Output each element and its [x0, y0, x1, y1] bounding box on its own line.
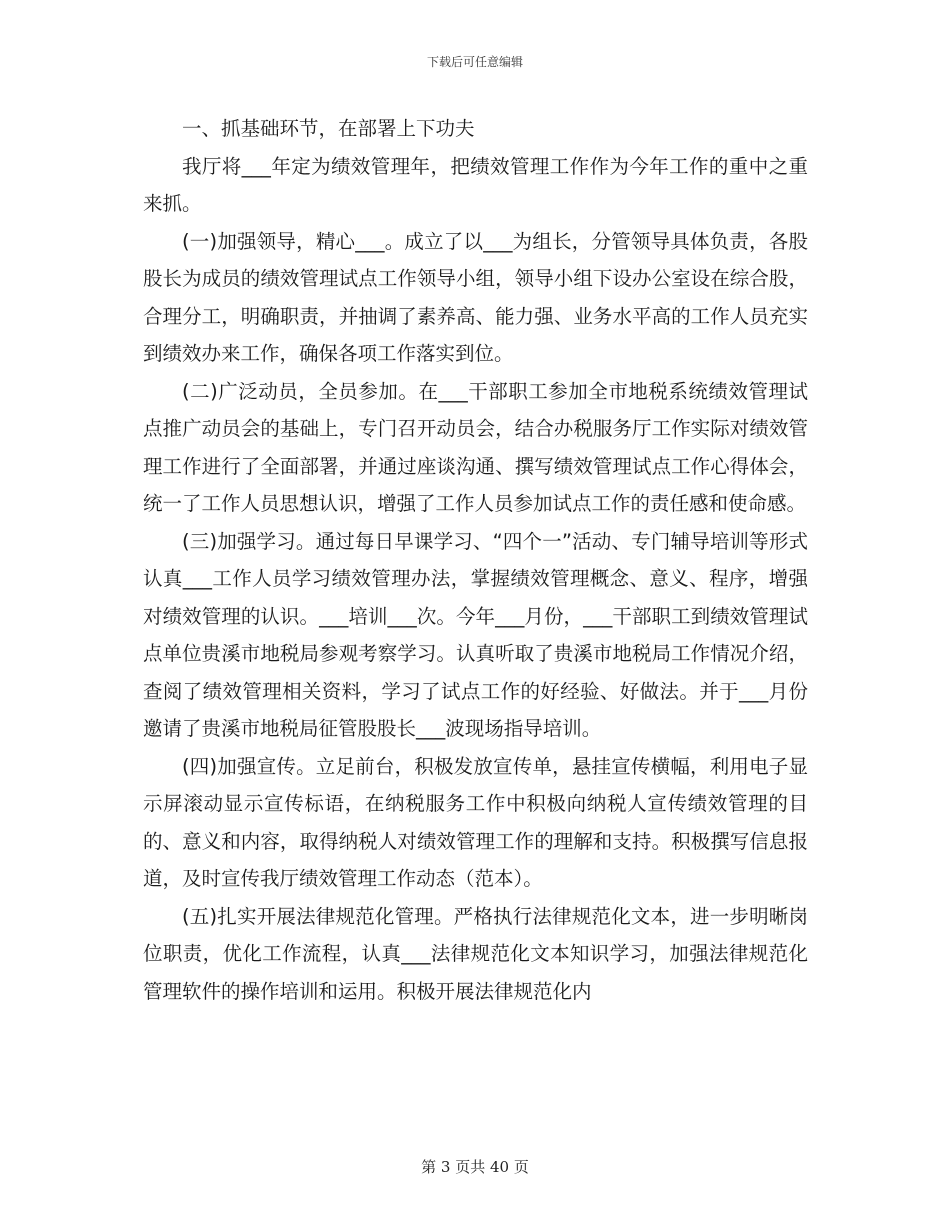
- paragraph-publicity: (四)加强宣传。立足前台，积极发放宣传单，悬挂宣传横幅，利用电子显示屏滚动显示宣传标语，在纳税服务工作中积极向纳税人宣传绩效管理的目的、意义和内容，取得纳税人对绩效管理工作的理解和支持。积极撰写信息报道，及时宣传我厅绩效管理工作动态（范本）。: [143, 754, 808, 890]
- paragraph-intro: 我厅将___年定为绩效管理年，把绩效管理工作作为今年工作的重中之重来抓。: [143, 154, 808, 215]
- paragraph-study: (三)加强学习。通过每日早课学习、“四个一”活动、专门辅导培训等形式认真___工作人员学习绩效管理办法，掌握绩效管理概念、意义、程序，增强对绩效管理的认识。___培训___次。今年___月份，___干部职工到绩效管理试点单位贵溪市地税局参观考察学习。认真听取了贵溪市地税局工作情况介绍，查阅了绩效管理相关资料，学习了试点工作的好经验、好做法。并于___月份邀请了贵溪市地税局征管股股长___波现场指导培训。: [143, 529, 808, 740]
- page-number: 第 3 页共 40 页: [421, 1158, 529, 1176]
- paragraph-leadership: (一)加强领导，精心___。成立了以___为组长，分管领导具体负责，各股股长为成员的绩效管理试点工作领导小组，领导小组下设办公室设在综合股，合理分工，明确职责，并抽调了素养高、能力强、业务水平高的工作人员充实到绩效办来工作，确保各项工作落实到位。: [143, 229, 808, 365]
- page-header: 下载后可任意编辑: [426, 55, 523, 69]
- section-heading: 一、抓基础环节，在部署上下功夫: [182, 117, 475, 140]
- paragraph-mobilization: (二)广泛动员，全员参加。在___干部职工参加全市地税系统绩效管理试点推广动员会的基础上，专门召开动员会，结合办税服务厅工作实际对绩效管理工作进行了全面部署，并通过座谈沟通、撰写绩效管理试点工作心得体会，统一了工作人员思想认识，增强了工作人员参加试点工作的责任感和使命感。: [143, 379, 808, 515]
- document-body: [143, 110, 808, 1010]
- paragraph-legal-management: (五)扎实开展法律规范化管理。严格执行法律规范化文本，进一步明晰岗位职责，优化工作流程，认真___法律规范化文本知识学习，加强法律规范化管理软件的操作培训和运用。积极开展法律规范化内: [143, 904, 808, 1003]
